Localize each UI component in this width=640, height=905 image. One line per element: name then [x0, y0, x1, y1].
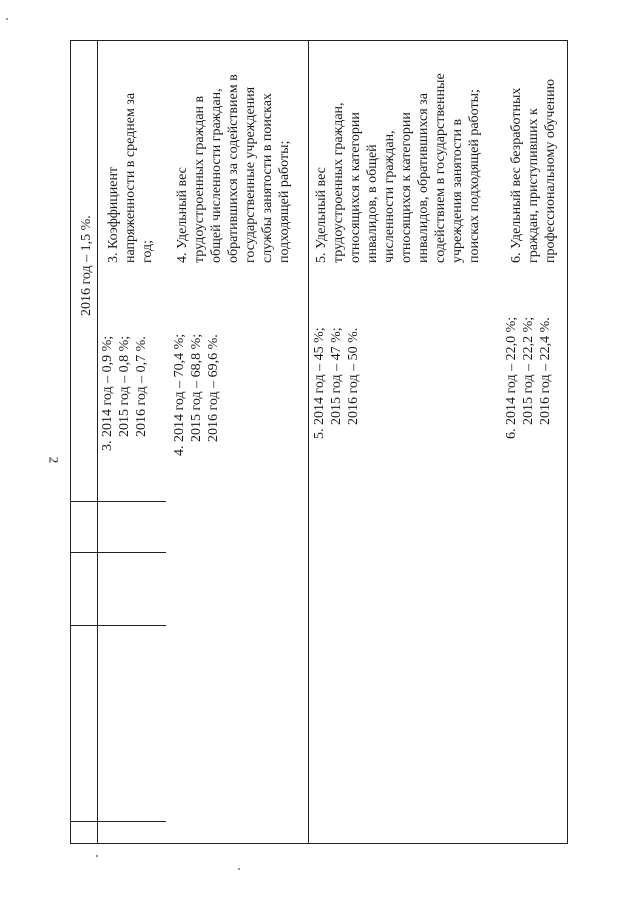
value-line: 2016 год – 50 %. [346, 327, 361, 425]
value-line: 2015 год – 0,8 %; [117, 335, 132, 437]
row-divider [71, 552, 166, 553]
row-divider [71, 501, 166, 502]
indicator-line: подходящей работы; [277, 140, 292, 263]
indicator-line: государственные учреждения [243, 86, 258, 263]
indicator-line: трудоустроенных граждан, [331, 102, 346, 263]
indicator-line: граждан, приступивших к [526, 108, 541, 263]
row-divider [71, 625, 166, 626]
column-divider [97, 41, 98, 843]
indicator-line: относящихся к категории [399, 112, 414, 263]
row-5-values [311, 327, 362, 439]
value-line: 2016 год – 69,6 %. [206, 334, 221, 442]
indicator-line: общей численности граждан, [209, 88, 224, 263]
row-4-indicator [174, 74, 293, 263]
indicator-line: инвалидов, обратившихся за [416, 93, 431, 263]
scan-artifact [6, 18, 8, 20]
indicator-line: 3. Коэффициент [106, 166, 121, 263]
indicator-line: учреждения занятости в [450, 118, 465, 263]
value-line: 2015 год – 68,8 %; [189, 333, 204, 442]
indicator-line: год; [140, 239, 155, 263]
row-4-values [171, 334, 222, 456]
page-number: 2 [46, 456, 62, 464]
indicator-line: 5. Удельный вес [314, 167, 329, 263]
row-6-values [503, 317, 554, 439]
indicator-line: 6. Удельный вес безработных [509, 87, 524, 263]
column-divider [308, 41, 309, 843]
value-line: 2016 год – 1,5 %. [79, 215, 94, 316]
indicator-line: трудоустроенных граждан в [192, 95, 207, 263]
value-line: 2015 год – 47 %; [329, 327, 344, 425]
scan-artifact [238, 868, 240, 870]
indicator-line: профессиональному обучению [543, 78, 558, 263]
value-line: 5. 2014 год – 45 %; [312, 327, 327, 439]
indicator-line: 4. Удельный вес [175, 167, 190, 263]
value-line: 2015 год – 22,2 %; [521, 316, 536, 425]
rotated-table [70, 40, 568, 844]
prev-row-continuation [78, 215, 95, 316]
indicator-line: напряженности в среднем за [123, 92, 138, 263]
scan-artifact [96, 855, 98, 857]
row-5-indicator [313, 73, 483, 263]
value-line: 2016 год – 0,7 %. [134, 336, 149, 437]
row-divider [71, 821, 166, 822]
indicator-line: службы занятости в поисках [260, 93, 275, 263]
indicator-line: поисках подходящей работы; [467, 89, 482, 263]
row-6-indicator [508, 79, 559, 263]
indicator-line: численности граждан, [382, 130, 397, 263]
value-line: 3. 2014 год – 0,9 %; [100, 335, 115, 451]
value-line: 6. 2014 год – 22,0 %; [504, 316, 519, 439]
value-line: 4. 2014 год – 70,4 %; [172, 333, 187, 456]
indicator-line: содействием в государственные [433, 73, 448, 263]
row-3-indicator [105, 93, 156, 263]
value-line: 2016 год – 22,4 %. [538, 317, 553, 425]
indicator-line: обратившихся за содействием в [226, 74, 241, 263]
indicator-line: инвалидов, в общей [365, 144, 380, 263]
row-3-values [99, 336, 150, 451]
indicator-line: относящихся к категории [348, 112, 363, 263]
